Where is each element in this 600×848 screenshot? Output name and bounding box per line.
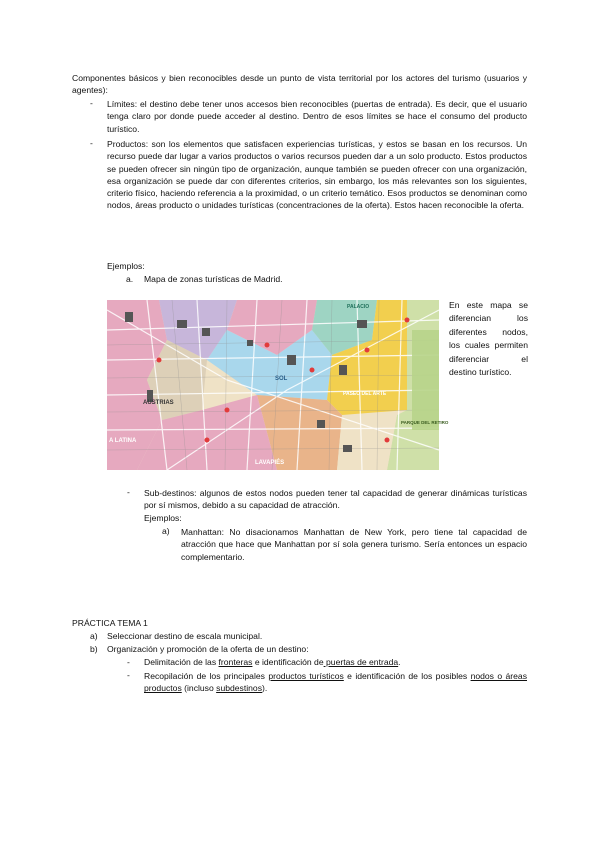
- bullet-dash: -: [90, 138, 93, 148]
- bullet-limites: Límites: el destino debe tener unos accesos bien reconocibles (puertas de entrada). Es decir, que el usuario tenga claro por donde puede acceder al destino. Dentro de esos límites se hace el consumo del producto turístico.: [107, 99, 527, 134]
- bullet-dash: -: [127, 657, 130, 667]
- practica-a-text: Seleccionar destino de escala municipal.: [107, 631, 263, 641]
- sub-destinos-text: Sub-destinos: algunos de estos nodos pueden tener tal capacidad de generar dinámicas turísticas por sí mismos, debido a su capacidad de atracción.: [144, 488, 527, 511]
- bullet-dash: -: [90, 98, 93, 108]
- practica-sub1-puertas: puertas de entrada: [323, 657, 399, 667]
- example-a-text: Mapa de zonas turísticas de Madrid.: [144, 274, 283, 284]
- sub-destinos-item-marker: a): [162, 526, 170, 536]
- map-label-palacio: PALACIO: [347, 304, 370, 310]
- zone-atocha: [337, 415, 397, 470]
- map-label-lavapies: LAVAPIÉS: [255, 460, 285, 466]
- practica-sub2-end: ).: [262, 683, 268, 694]
- map-caption: En este mapa se diferencian los diferentes nodos, los cuales permiten diferenciar el destino turístico.: [449, 300, 528, 378]
- map-label-paseo-arte: PASEO DEL ARTE: [343, 391, 387, 397]
- bullet-productos: Productos: son los elementos que satisfacen experiencias turísticas, y estos se basan en los recursos. Un recurso puede dar lugar a varios productos o varios recursos pueden dar a un solo producto. Estos productos se pueden ofrecer sin ningún tipo de organización, aunque también se pueden ofrecer con una organización, esa organización se puede dar con diferentes criterios, sin embargo, los más relevantes son los siguientes, criterio físico, haciendo referencia a la proximidad, o un criterio temático. Esos productos se denominan como nodos, áreas producto o unidades turísticas (concentraciones de la oferta). Estos hacen reconocible la oferta.: [107, 139, 527, 211]
- bullet-dash: -: [127, 487, 130, 497]
- practica-a-marker: a): [90, 631, 98, 641]
- practica-b-marker: b): [90, 644, 98, 654]
- practica-sub1-end: .: [398, 657, 401, 667]
- madrid-tourist-zones-map: [107, 300, 449, 470]
- map-label-retiro: PARQUE DEL RETIRO: [401, 420, 449, 425]
- practica-sub2-mid2: (incluso: [181, 683, 217, 694]
- practica-sub2: [144, 670, 527, 695]
- sub-destinos-examples-label: Ejemplos:: [144, 513, 182, 523]
- practica-b-text: Organización y promoción de la oferta de un destino:: [107, 644, 309, 654]
- examples-label: Ejemplos:: [107, 261, 145, 271]
- practica-sub2-mid: e identificación de los posibles: [343, 671, 471, 681]
- map-label-latina: A LATINA: [109, 438, 137, 444]
- practica-sub2-subdestinos: subdestinos: [216, 683, 263, 694]
- practica-title: PRÁCTICA TEMA 1: [72, 618, 148, 628]
- bullet-dash: -: [127, 670, 130, 680]
- retiro-park: [412, 330, 439, 430]
- practica-sub2-pre: Recopilación de los principales: [144, 671, 269, 681]
- practica-sub1-mid: e identificación de: [252, 657, 324, 667]
- map-label-austrias: AUSTRIAS: [143, 400, 174, 406]
- map-label-sol: SOL: [275, 376, 288, 382]
- example-a-marker: a.: [126, 274, 134, 284]
- practica-sub1-pre: Delimitación de las: [144, 657, 219, 667]
- practica-sub1: [144, 657, 527, 667]
- intro-paragraph: Componentes básicos y bien reconocibles desde un punto de vista territorial por los actores del turismo (usuarios y agentes):: [72, 73, 527, 96]
- practica-sub2-productos: productos turísticos: [268, 671, 344, 681]
- practica-sub2-nodos: nodos o áreas productos: [144, 671, 527, 694]
- map-graphic: [107, 300, 449, 470]
- sub-destinos-manhattan: Manhattan: No disacionamos Manhattan de New York, pero tiene tal capacidad de atracción que hace que Manhattan por sí sola genera turismo. Sería entonces un espacio complementario.: [181, 527, 527, 562]
- practica-sub1-fronteras: fronteras: [218, 657, 253, 667]
